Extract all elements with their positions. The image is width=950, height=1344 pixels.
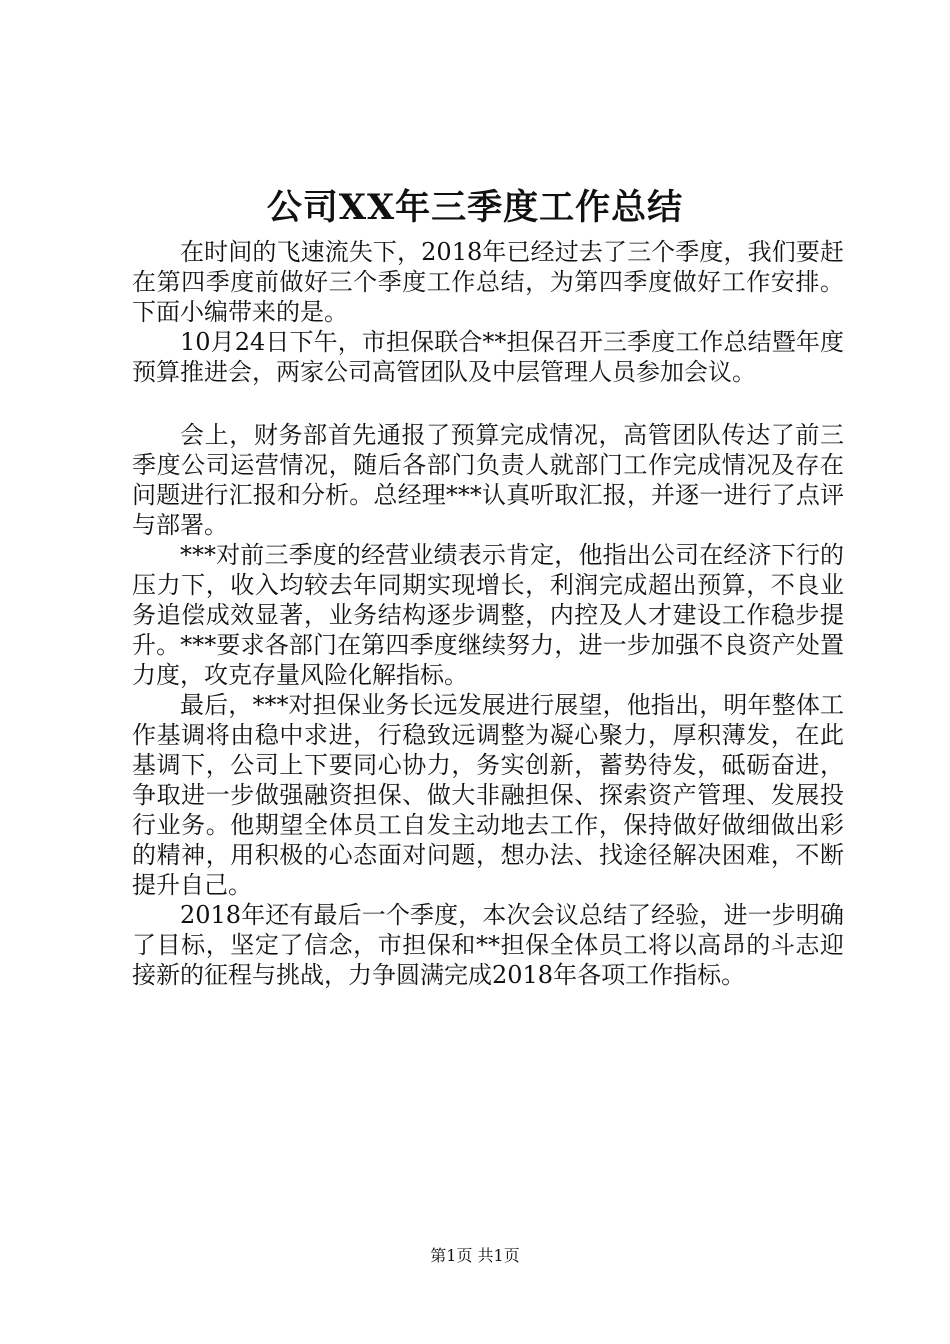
document-body: [132, 237, 844, 990]
page-number-footer: 第1页 共1页: [430, 1246, 520, 1265]
paragraph-reports: 会上，财务部首先通报了预算完成情况，高管团队传达了前三季度公司运营情况，随后各部门负责人就部门工作完成情况及存在问题进行汇报和分析。总经理***认真听取汇报，并逐一进行了点评与部署。: [132, 421, 844, 539]
paragraph-meeting: 10月24日下午，市担保联合**担保召开三季度工作总结暨年度预算推进会，两家公司高管团队及中层管理人员参加会议。: [132, 328, 844, 386]
paragraph-performance: ***对前三季度的经营业绩表示肯定，他指出公司在经济下行的压力下，收入均较去年同期实现增长，利润完成超出预算，不良业务追偿成效显著，业务结构逐步调整，内控及人才建设工作稳步提升。***要求各部门在第四季度继续努力，进一步加强不良资产处置力度，攻克存量风险化解指标。: [132, 541, 844, 689]
paragraph-intro: 在时间的飞速流失下，2018年已经过去了三个季度，我们要赶在第四季度前做好三个季度工作总结，为第四季度做好工作安排。下面小编带来的是。: [132, 238, 844, 326]
paragraph-outlook: 最后，***对担保业务长远发展进行展望，他指出，明年整体工作基调将由稳中求进，行稳致远调整为凝心聚力，厚积薄发，在此基调下，公司上下要同心协力，务实创新，蓄势待发，砥砺奋进，争取进一步做强融资担保、做大非融担保、探索资产管理、发展投行业务。他期望全体员工自发主动地去工作，保持做好做细做出彩的精神，用积极的心态面对问题，想办法、找途径解决困难，不断提升自己。: [132, 691, 844, 899]
paragraph-conclusion: 2018年还有最后一个季度，本次会议总结了经验，进一步明确了目标，坚定了信念，市担保和**担保全体员工将以高昂的斗志迎接新的征程与挑战，力争圆满完成2018年各项工作指标。: [132, 901, 844, 989]
document-title: 公司XX年三季度工作总结: [266, 187, 684, 228]
